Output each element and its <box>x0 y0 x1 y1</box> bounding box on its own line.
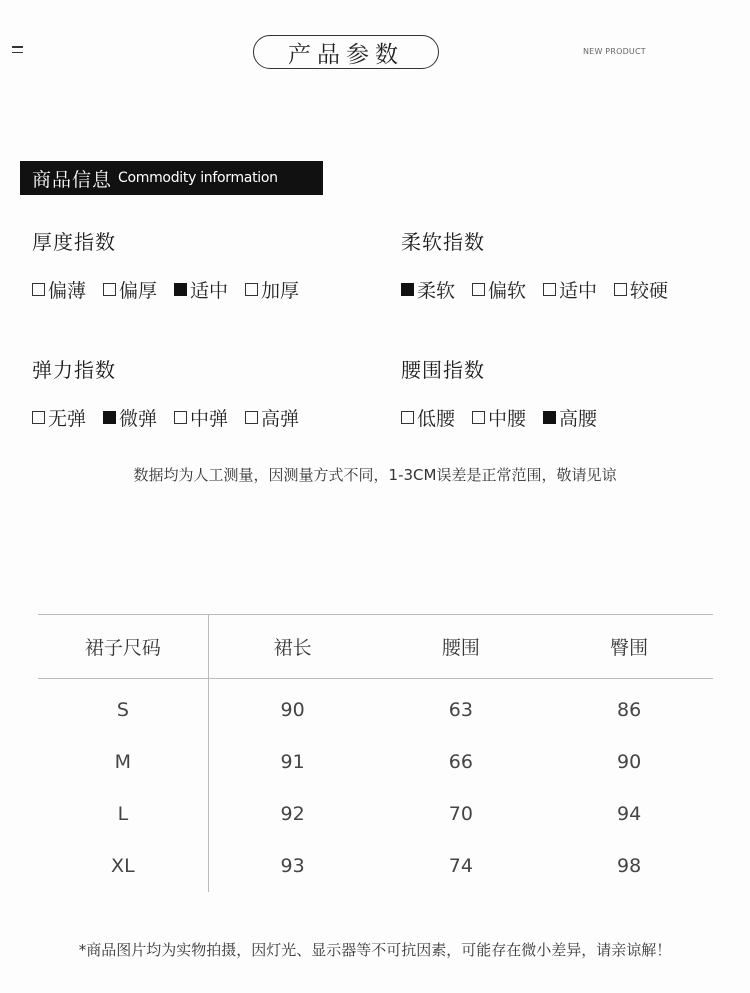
table-cell: 98 <box>617 855 642 877</box>
elasticity-index <box>32 354 316 431</box>
option-item <box>614 276 668 303</box>
option-label: 中弹 <box>190 408 229 430</box>
menu-icon <box>12 46 23 57</box>
checkbox-icon <box>401 411 414 424</box>
option-label: 高腰 <box>559 408 598 430</box>
column-header: 臀围 <box>545 615 713 679</box>
table-cell: 90 <box>617 751 642 773</box>
checkbox-icon <box>32 411 45 424</box>
checkbox-icon <box>174 283 187 296</box>
table-cell: 63 <box>448 699 473 721</box>
table-cell: L <box>38 788 208 840</box>
column-header: 裙长 <box>208 615 376 679</box>
footer-note: *商品图片均为实物拍摄，因灯光、显示器等不可抗因素，可能存在微小差异，请亲谅解！ <box>78 941 672 959</box>
section-header <box>20 161 323 195</box>
section-title-en: Commodity information <box>118 170 278 186</box>
checkbox-icon <box>543 283 556 296</box>
checkbox-icon <box>103 411 116 424</box>
option-item <box>401 404 455 431</box>
option-label: 中腰 <box>488 408 527 430</box>
table-cell: 90 <box>280 699 305 721</box>
option-item <box>245 276 299 303</box>
table-cell: 86 <box>617 699 642 721</box>
option-item <box>472 404 526 431</box>
table-cell: M <box>38 736 208 788</box>
checkbox-icon <box>245 411 258 424</box>
table-cell: 74 <box>448 855 473 877</box>
option-label: 低腰 <box>417 408 456 430</box>
checkbox-icon <box>614 283 627 296</box>
index-title: 柔软指数 <box>401 230 485 254</box>
checkbox-icon <box>401 283 414 296</box>
page-title: 产品参数 <box>253 35 439 69</box>
option-item <box>174 276 228 303</box>
column-header: 裙子尺码 <box>38 615 208 679</box>
measure-note: 数据均为人工测量，因测量方式不同，1-3CM误差是正常范围，敬请见谅 <box>133 466 617 484</box>
option-item <box>401 276 455 303</box>
table-row <box>38 788 713 840</box>
option-item <box>472 276 526 303</box>
table-row <box>38 840 713 892</box>
table-row <box>38 736 713 788</box>
table-cell: 93 <box>280 855 305 877</box>
thickness-index <box>32 226 316 303</box>
section-title-cn: 商品信息 <box>32 168 113 191</box>
option-item <box>245 404 299 431</box>
table-cell: 92 <box>280 803 305 825</box>
softness-index <box>401 226 685 303</box>
table-cell: XL <box>38 840 208 892</box>
checkbox-icon <box>543 411 556 424</box>
index-title: 腰围指数 <box>401 358 485 382</box>
table-cell: 70 <box>448 803 473 825</box>
option-item <box>32 404 86 431</box>
option-item <box>32 276 86 303</box>
option-item <box>103 404 157 431</box>
option-label: 较硬 <box>630 280 669 302</box>
checkbox-icon <box>472 411 485 424</box>
table-cell: 94 <box>617 803 642 825</box>
option-label: 偏软 <box>488 280 527 302</box>
option-label: 无弹 <box>48 408 87 430</box>
checkbox-icon <box>32 283 45 296</box>
index-title: 厚度指数 <box>32 230 116 254</box>
option-label: 偏薄 <box>48 280 87 302</box>
size-table <box>38 614 713 892</box>
table-header-row <box>38 615 713 679</box>
option-label: 偏厚 <box>119 280 158 302</box>
table-cell: S <box>38 679 208 737</box>
option-label: 适中 <box>559 280 598 302</box>
new-product-tag: NEW PRODUCT <box>583 47 646 56</box>
checkbox-icon <box>103 283 116 296</box>
checkbox-icon <box>174 411 187 424</box>
option-label: 微弹 <box>119 408 158 430</box>
checkbox-icon <box>472 283 485 296</box>
index-title: 弹力指数 <box>32 358 116 382</box>
waist-index <box>401 354 614 431</box>
option-label: 高弹 <box>261 408 300 430</box>
table-row <box>38 679 713 737</box>
option-label: 适中 <box>190 280 229 302</box>
option-label: 柔软 <box>417 280 456 302</box>
checkbox-icon <box>245 283 258 296</box>
option-item <box>543 404 597 431</box>
option-label: 加厚 <box>261 280 300 302</box>
option-item <box>174 404 228 431</box>
option-item <box>543 276 597 303</box>
column-header: 腰围 <box>376 615 545 679</box>
table-cell: 91 <box>280 751 305 773</box>
option-item <box>103 276 157 303</box>
table-cell: 66 <box>448 751 473 773</box>
